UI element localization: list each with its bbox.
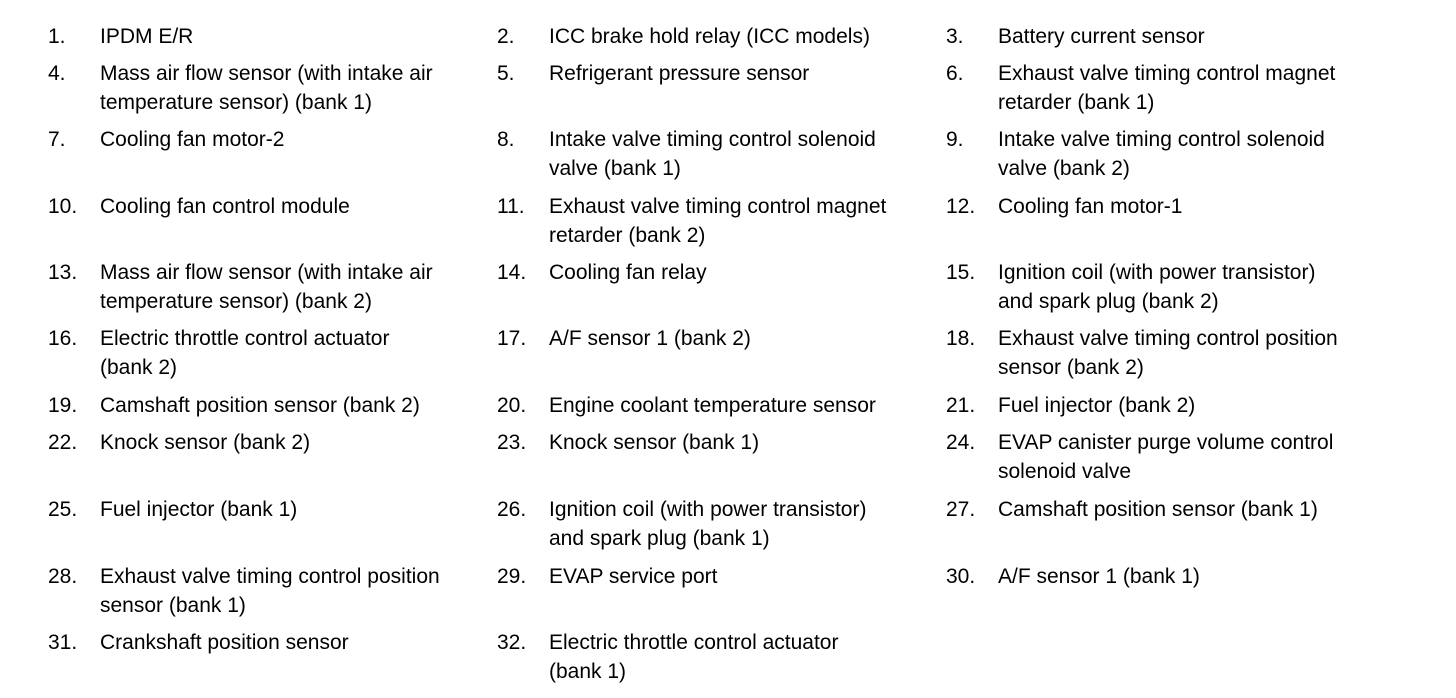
legend-item-text [549,324,929,353]
legend-item-line: Exhaust valve timing control magnet [998,62,1336,85]
legend-item-line: Intake valve timing control solenoid [549,128,876,151]
legend-item-text [998,428,1378,486]
legend-item-number: 20. [497,394,527,417]
legend-item-line: Mass air flow sensor (with intake air [100,261,433,284]
legend-item-line: Exhaust valve timing control position [998,327,1338,350]
legend-item-line: and spark plug (bank 2) [998,290,1219,313]
legend-item-text [549,22,929,51]
legend-item-number: 23. [497,431,527,454]
legend-item-line: Camshaft position sensor (bank 1) [998,498,1318,521]
legend-item-text [100,258,480,316]
legend-item-text [100,324,480,382]
legend-item-number: 13. [48,261,78,284]
legend-item-line: sensor (bank 2) [998,356,1144,379]
legend-item-number: 30. [946,565,976,588]
legend-item-number: 7. [48,128,66,151]
legend-item-line: A/F sensor 1 (bank 1) [998,565,1200,588]
legend-item-line: valve (bank 1) [549,157,681,180]
legend-item-number: 1. [48,25,66,48]
legend-item-text [100,125,480,154]
legend-item-number: 14. [497,261,527,284]
legend-item-line: Engine coolant temperature sensor [549,394,876,417]
legend-item-line: Intake valve timing control solenoid [998,128,1325,151]
legend-item-line: Electric throttle control actuator [549,631,839,654]
legend-item-number: 27. [946,498,976,521]
legend-item-line: Cooling fan motor-2 [100,128,285,151]
legend-item-number: 22. [48,431,78,454]
legend-item-text [998,324,1378,382]
legend-item-text [100,391,480,420]
legend-item-number: 9. [946,128,964,151]
legend-item-line: A/F sensor 1 (bank 2) [549,327,751,350]
legend-item-number: 11. [497,195,525,218]
legend-item-number: 19. [48,394,78,417]
legend-item-number: 31. [48,631,78,654]
legend-item-number: 16. [48,327,78,350]
legend-item-line: valve (bank 2) [998,157,1130,180]
legend-item-text [100,562,480,620]
legend-item-text [549,192,929,250]
legend-item-number: 28. [48,565,78,588]
legend-item-number: 6. [946,62,964,85]
legend-item-line: Crankshaft position sensor [100,631,349,654]
legend-item-text [549,125,929,183]
legend-item-line: Ignition coil (with power transistor) [998,261,1316,284]
legend-item-number: 8. [497,128,515,151]
legend-item-number: 25. [48,498,78,521]
legend-item-line: EVAP canister purge volume control [998,431,1334,454]
legend-item-text [549,258,929,287]
legend-item-line: Cooling fan motor-1 [998,195,1183,218]
legend-item-number: 32. [497,631,527,654]
legend-item-line: (bank 1) [549,660,627,683]
legend-item-number: 21. [946,394,976,417]
legend-item-text [998,59,1378,117]
legend-item-line: Battery current sensor [998,25,1205,48]
legend-item-number: 12. [946,195,976,218]
legend-item-text [549,562,929,591]
legend-item-text [549,391,929,420]
legend-item-line: ICC brake hold relay (ICC models) [549,25,870,48]
legend-item-number: 5. [497,62,515,85]
legend-item-text [549,59,929,88]
legend-item-line: sensor (bank 1) [100,594,246,617]
legend-item-number: 4. [48,62,66,85]
legend-item-line: Refrigerant pressure sensor [549,62,810,85]
legend-item-line: temperature sensor) (bank 1) [100,91,372,114]
legend-item-number: 10. [48,195,78,218]
legend-item-text [998,495,1378,524]
legend-item-text [100,192,480,221]
legend-item-text [998,192,1378,221]
legend-item-number: 3. [946,25,964,48]
legend-item-text [100,428,480,457]
legend-item-text [998,125,1378,183]
legend-item-text [998,391,1378,420]
legend-item-text [549,628,929,686]
legend-item-text [998,258,1378,316]
legend-item-line: retarder (bank 2) [549,224,706,247]
legend-item-text [549,428,929,457]
legend-item-line: Ignition coil (with power transistor) [549,498,867,521]
legend-item-text [998,22,1378,51]
legend-item-line: EVAP service port [549,565,718,588]
legend-item-line: Exhaust valve timing control magnet [549,195,887,218]
legend-item-text [100,22,480,51]
legend-item-text [100,495,480,524]
legend-item-line: Mass air flow sensor (with intake air [100,62,433,85]
legend-item-line: Cooling fan relay [549,261,707,284]
legend-item-line: Knock sensor (bank 1) [549,431,760,454]
legend-item-line: Exhaust valve timing control position [100,565,440,588]
legend-item-line: Cooling fan control module [100,195,350,218]
legend-item-line: and spark plug (bank 1) [549,527,770,550]
legend-item-text [100,59,480,117]
legend-item-number: 15. [946,261,976,284]
legend-item-number: 29. [497,565,527,588]
legend-item-line: (bank 2) [100,356,178,379]
legend-item-number: 18. [946,327,976,350]
legend-item-number: 17. [497,327,527,350]
legend-item-line: temperature sensor) (bank 2) [100,290,372,313]
legend-item-number: 24. [946,431,976,454]
legend-item-text [549,495,929,553]
legend-item-line: Camshaft position sensor (bank 2) [100,394,420,417]
legend-item-line: Fuel injector (bank 2) [998,394,1196,417]
legend-item-text [100,628,480,657]
legend-item-line: solenoid valve [998,460,1132,483]
legend-item-number: 2. [497,25,515,48]
legend-item-line: Fuel injector (bank 1) [100,498,298,521]
legend-item-line: Knock sensor (bank 2) [100,431,311,454]
legend-item-line: IPDM E/R [100,25,194,48]
legend-item-text [998,562,1378,591]
legend-item-number: 26. [497,498,527,521]
legend-item-line: retarder (bank 1) [998,91,1155,114]
legend-item-line: Electric throttle control actuator [100,327,390,350]
